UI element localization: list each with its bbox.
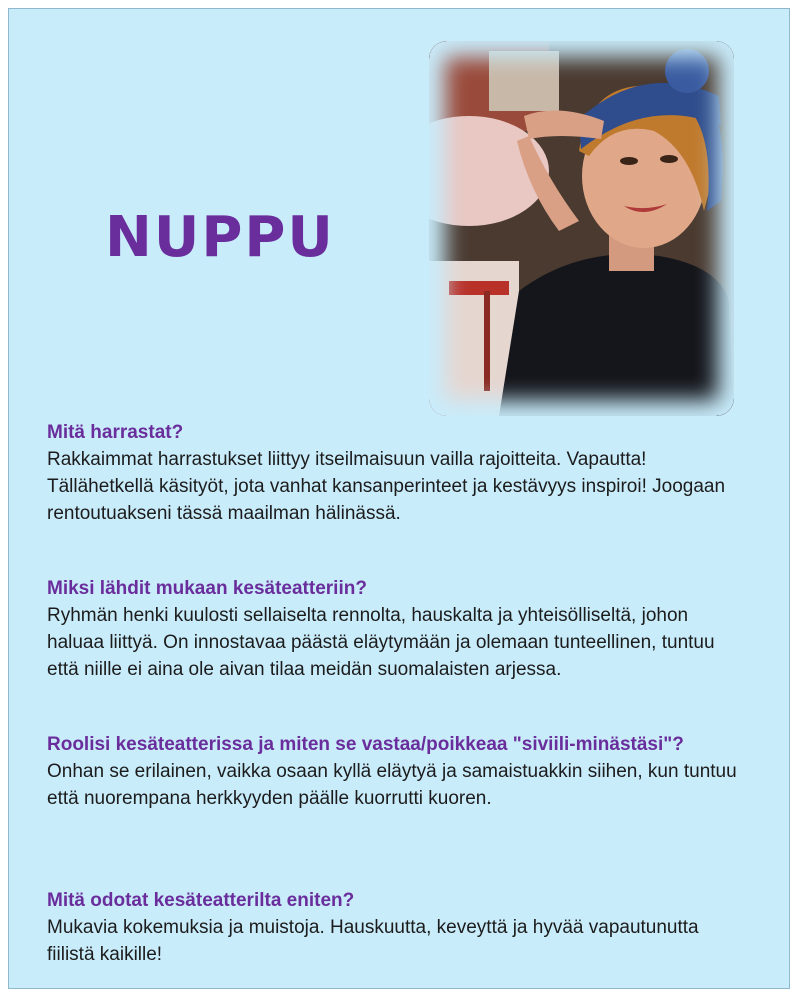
answer-text: Mukavia kokemuksia ja muistoja. Hauskuutta, keveyttä ja hyvää vapautunutta fiilistä kaikille! <box>47 917 699 965</box>
question-heading: Miksi lähdit mukaan kesäteatteriin? <box>47 578 367 599</box>
question-heading: Mitä odotat kesäteatterilta eniten? <box>47 890 355 911</box>
answer-text: Ryhmän henki kuulosti sellaiselta rennolta, hauskalta ja yhteisölliseltä, johon haluaa liittyä. On innostavaa päästä eläytymään ja olemaan tunteellinen, tuntuu että niille ei aina ole aivan tilaa meidän suomalaisten arjessa. <box>47 605 715 680</box>
qa-block-1 <box>47 419 747 527</box>
page-title: NUPPU <box>105 205 335 270</box>
portrait-photo <box>429 41 734 416</box>
qa-block-3 <box>47 731 747 812</box>
qa-block-2 <box>47 575 747 683</box>
photo-vignette <box>429 41 734 416</box>
qa-block-4 <box>47 887 747 968</box>
answer-text: Onhan se erilainen, vaikka osaan kyllä eläytyä ja samaistuakkin siihen, kun tuntuu että nuorempana herkkyyden päälle kuorrutti kuoren. <box>47 761 737 809</box>
question-heading: Mitä harrastat? <box>47 422 184 443</box>
answer-text: Rakkaimmat harrastukset liittyy itseilmaisuun vailla rajoitteita. Vapautta! Tällähetkellä käsityöt, jota vanhat kansanperinteet ja kestävyys inspiroi! Joogaan rentoutuakseni tässä maailman hälinässä. <box>47 449 726 524</box>
profile-page <box>8 8 790 989</box>
question-heading: Roolisi kesäteatterissa ja miten se vastaa/poikkeaa "siviili-minästäsi"? <box>47 734 684 755</box>
